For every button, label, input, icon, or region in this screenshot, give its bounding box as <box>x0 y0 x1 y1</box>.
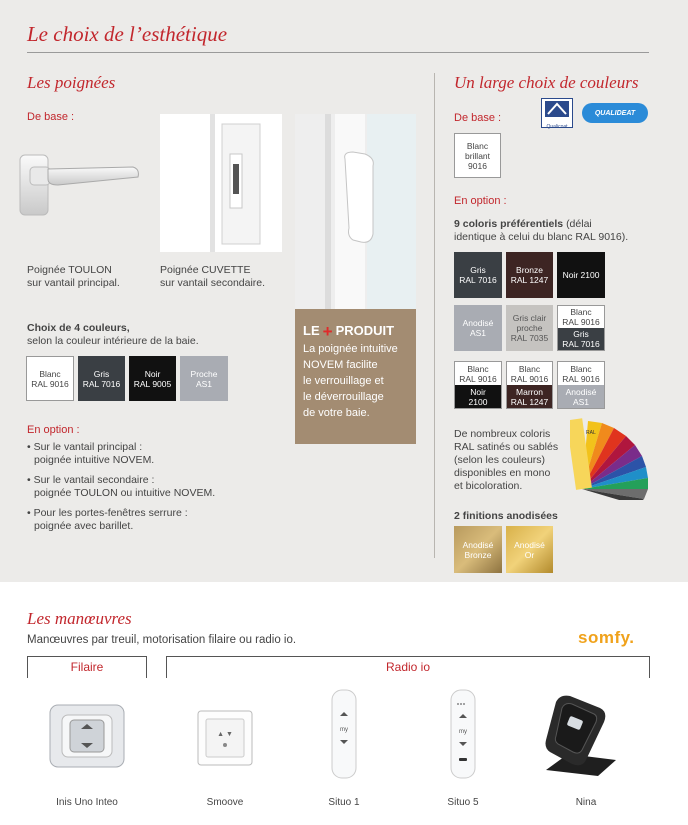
produit-line-5: de votre baie. <box>303 407 370 419</box>
pref-rest-1: (délai <box>566 218 592 230</box>
nombreux-5: et bicoloration. <box>454 480 523 492</box>
grid-gris-clair-3: RAL 7035 <box>510 333 549 343</box>
grid-8-bottom-1: Anodisé <box>565 386 597 397</box>
nina-image <box>538 690 620 780</box>
somfy-logo: somfy. <box>578 628 635 647</box>
choix-rest: selon la couleur intérieure de la baie. <box>27 335 199 347</box>
swatch-blanc <box>26 356 74 401</box>
option-3-line-2: poignée avec barillet. <box>34 520 134 532</box>
swatch-noir <box>129 356 176 401</box>
grid-7-bottom-1: Marron <box>516 386 543 397</box>
grid-blanc-noir-top <box>455 362 501 385</box>
grid-bronze <box>506 252 553 298</box>
toulon-caption <box>27 264 120 290</box>
grid-anodise <box>454 305 502 351</box>
label-nina: Nina <box>575 797 597 808</box>
grid-gris-clair-1: Gris clair <box>512 313 547 323</box>
grid-6-top-1: Blanc <box>467 363 489 374</box>
grid-6-bottom-1: Noir <box>470 386 486 397</box>
grid-blanc-gris <box>557 305 605 351</box>
swatch-gris-2: RAL 7016 <box>82 378 121 389</box>
poignees-base-label: De base : <box>27 111 75 123</box>
column-divider <box>434 73 435 558</box>
finition-bronze-1: Anodisé <box>462 539 494 550</box>
grid-blanc-noir <box>454 361 502 409</box>
ral-color-fan-image <box>570 414 650 500</box>
poignees-title: Les poignées <box>27 73 116 92</box>
grid-gris-1: Gris <box>470 265 486 275</box>
grid-noir <box>557 252 605 298</box>
grid-6-top-2: RAL 9016 <box>459 373 497 384</box>
produit-line-3: le verrouillage et <box>303 375 384 387</box>
manoeuvres-subtitle: Manœuvres par treuil, motorisation filaire ou radio io. <box>27 634 297 646</box>
novem-image <box>295 114 416 309</box>
swatch-noir-1: Noir <box>144 368 161 379</box>
grid-bronze-2: RAL 1247 <box>510 275 549 285</box>
novem-drawing <box>295 114 416 309</box>
qualicoat-logo-text: Qualicoat <box>546 124 568 130</box>
nombreux-2: RAL satinés ou sablés <box>454 441 559 453</box>
grid-5-bottom-1: Gris <box>573 329 589 339</box>
grid-blanc-anodise-top <box>558 362 604 385</box>
grid-noir-1: Noir 2100 <box>562 270 600 280</box>
finition-bronze <box>454 526 502 573</box>
poignees-option-label: En option : <box>27 424 80 436</box>
option-1-line-2: poignée intuitive NOVEM. <box>34 454 155 466</box>
grid-gris-clair-2: proche <box>516 323 543 333</box>
pref-rest-2: identique à celui du blanc RAL 9016). <box>454 231 629 243</box>
grid-anodise-1: Anodisé <box>462 318 494 328</box>
grid-blanc-anodise <box>557 361 605 409</box>
plus-icon: + <box>322 321 333 341</box>
nombreux-3: (selon les couleurs) <box>454 454 546 466</box>
option-1 <box>27 441 154 467</box>
label-smoove: Smoove <box>206 797 244 808</box>
produit-heading <box>303 323 408 339</box>
grid-8-top-2: RAL 9016 <box>562 373 600 384</box>
toulon-caption-1: Poignée TOULON <box>27 264 112 276</box>
option-2-line-1: • Sur le vantail secondaire : <box>27 474 155 486</box>
couleurs-base-label: De base : <box>454 112 502 124</box>
finition-bronze-2: Bronze <box>464 549 492 560</box>
couleurs-title: Un large choix de couleurs <box>454 73 639 92</box>
situo-5-my-label: my <box>459 729 467 735</box>
preferentiels-text <box>454 218 654 244</box>
nombreux-1: De nombreux coloris <box>454 428 551 440</box>
grid-blanc-marron-bottom <box>507 385 552 408</box>
finition-or-1: Anodisé <box>514 539 545 550</box>
cuvette-caption <box>160 264 265 290</box>
qualideat-logo <box>582 103 648 123</box>
grid-8-bottom-2: AS1 <box>572 396 590 407</box>
finition-or <box>506 526 553 573</box>
grid-7-bottom-2: RAL 1247 <box>510 396 549 407</box>
grid-anodise-2: AS1 <box>469 328 487 338</box>
base-swatch-2: brillant <box>464 150 491 161</box>
le-plus-produit-box <box>295 309 416 444</box>
option-2 <box>27 474 215 500</box>
produit-line-1: La poignée intuitive <box>303 343 398 355</box>
filaire-label: Filaire <box>70 660 104 674</box>
grid-gris-2: RAL 7016 <box>459 275 497 285</box>
swatch-blanc-1: Blanc <box>39 368 61 379</box>
cuvette-caption-1: Poignée CUVETTE <box>160 264 251 276</box>
swatch-proche-2: AS1 <box>195 378 213 389</box>
title-divider <box>27 52 649 53</box>
page-title: Le choix de l’esthétique <box>27 22 228 46</box>
label-situo-5: Situo 5 <box>447 797 479 808</box>
finitions-label: 2 finitions anodisées <box>454 510 558 522</box>
swatch-blanc-brillant <box>454 133 501 178</box>
choix-couleurs <box>27 322 199 348</box>
grid-5-bottom-2: RAL 7016 <box>562 339 600 349</box>
choix-bold: Choix de 4 couleurs, <box>27 322 130 334</box>
grid-6-bottom-2: 2100 <box>468 396 488 407</box>
option-1-line-1: • Sur le vantail principal : <box>27 441 143 453</box>
radio-label: Radio io <box>385 660 431 674</box>
swatch-noir-2: RAL 9005 <box>133 378 172 389</box>
inis-uno-inteo-image <box>48 703 126 769</box>
swatch-gris <box>78 356 125 401</box>
grid-gris <box>454 252 502 298</box>
swatch-blanc-2: RAL 9016 <box>31 378 69 389</box>
pref-bold: 9 coloris préférentiels <box>454 218 564 230</box>
grid-blanc-anodise-bottom <box>558 385 604 408</box>
situo-5-image <box>448 688 478 780</box>
grid-8-top-1: Blanc <box>570 363 592 374</box>
nombreux-4: disponibles en mono <box>454 467 551 479</box>
produit-word: PRODUIT <box>335 323 395 338</box>
cuvette-image <box>160 114 282 252</box>
option-2-line-2: poignée TOULON ou intuitive NOVEM. <box>34 487 216 499</box>
finition-or-2: Or <box>524 549 535 560</box>
produit-le: LE <box>303 323 320 338</box>
toulon-handle-image <box>18 145 143 220</box>
grid-blanc-gris-top <box>558 306 604 328</box>
grid-blanc-gris-bottom <box>558 328 604 350</box>
manoeuvres-title: Les manœuvres <box>27 609 132 628</box>
qualideat-logo-text: QUALIDEAT <box>594 109 636 117</box>
grid-7-top-1: Blanc <box>518 363 541 374</box>
swatch-gris-1: Gris <box>93 368 110 379</box>
grid-5-top-1: Blanc <box>570 307 592 317</box>
grid-7-top-2: RAL 9016 <box>510 373 549 384</box>
svg-text:▲ ▼: ▲ ▼ <box>217 731 233 738</box>
ral-fan-label: RAL <box>586 430 596 436</box>
filaire-group <box>27 656 147 678</box>
grid-blanc-marron-top <box>507 362 552 385</box>
option-3-line-1: • Pour les portes-fenêtres serrure : <box>27 507 188 519</box>
grid-bronze-1: Bronze <box>516 265 543 275</box>
produit-line-2: NOVEM facilite <box>303 359 378 371</box>
cuvette-drawing <box>160 114 282 252</box>
qualicoat-logo <box>541 98 573 128</box>
option-3 <box>27 507 188 533</box>
label-inis-uno-inteo: Inis Uno Inteo <box>56 797 118 808</box>
toulon-caption-2: sur vantail principal. <box>27 277 120 289</box>
situo-1-my-label: my <box>340 727 348 733</box>
grid-gris-clair <box>506 305 553 351</box>
swatch-proche-1: Proche <box>190 368 218 379</box>
smoove-image <box>196 709 254 767</box>
grid-blanc-marron <box>506 361 553 409</box>
swatch-proche <box>180 356 228 401</box>
grid-blanc-noir-bottom <box>455 385 501 408</box>
label-situo-1: Situo 1 <box>328 797 360 808</box>
nombreux-coloris-text <box>454 428 574 493</box>
qualicoat-logo-icon <box>542 99 572 119</box>
couleurs-option-label: En option : <box>454 195 507 207</box>
radio-group <box>166 656 650 678</box>
base-swatch-3: 9016 <box>468 160 487 171</box>
situo-1-image <box>329 688 359 780</box>
cuvette-caption-2: sur vantail secondaire. <box>160 277 266 289</box>
grid-5-top-2: RAL 9016 <box>562 317 600 327</box>
produit-line-4: le déverrouillage <box>303 391 384 403</box>
base-swatch-1: Blanc <box>466 140 489 151</box>
